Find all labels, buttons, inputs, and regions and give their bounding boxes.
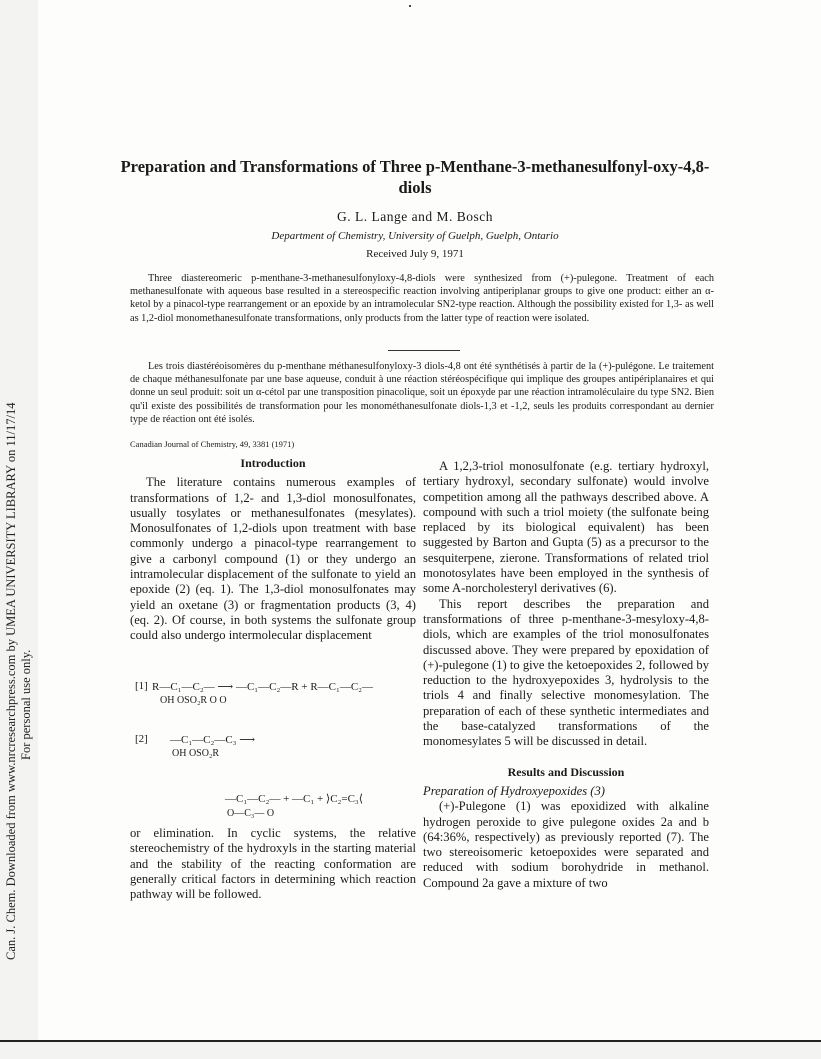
equation-2-products: —C₁—C₂— + —C₁ + ⟩C₂=C₃⟨ [225, 793, 364, 805]
equation-2-substituents: OH OSO₂R [172, 748, 220, 759]
abstract-french: Les trois diastéréoisomères du p-menthane méthanesulfonyloxy-3 diols-4,8 ont été synthétisés à partir de la (+)-pulégone. Le traitement de chaque méthanesulfonate par une base aqueuse, conduit à une réaction stéréospécifique qui implique des groupes antipériplanaires et qui donne un seul produit: soit un α-cétol par une transposition pinacolique, soit un époxyde par une réaction intramoléculaire du type SN2. Bien qu'il existe des possibilités de transformation pour les monométhanesulfonate diols-1,3 et -1,2, seuls les produits correspondant au dernier type de réaction ont été isolés. [130, 361, 714, 425]
download-watermark [2, 140, 36, 960]
abstract-divider [388, 350, 460, 351]
equation-2-products-substituents: O—C₃— O [227, 808, 275, 819]
results-paragraph-1: (+)-Pulegone (1) was epoxidized with alkaline hydrogen peroxide to give pulegone oxides 2a and b (64:36%, respectively) as previously reported (7). The two stereoisomeric ketoepoxides were separated and reduced with sodium borohydride in methanol. Compound 2a gave a mixture of two [423, 799, 709, 890]
abstract-english: Three diastereomeric p-menthane-3-methanesulfonyloxy-4,8-diols were synthesized from (+)-pulegone. Treatment of each methanesulfonate with aqueous base resulted in a stereospecific reaction involving antiperiplanar groups to give one product: either an α-ketol by a pinacol-type rearrangement or an epoxide by an intramolecular SN2-type reaction. Although the possibility existed for 1,3- as well as 1,2-diol monomethanesulfonate transformations, only products from the latter type of reaction were isolated. [130, 273, 714, 324]
watermark-line-2: For personal use only. [19, 649, 33, 760]
equation-2-main: —C₁—C₂—C₃ ⟶ [170, 734, 256, 746]
received-date: Received July 9, 1971 [366, 248, 464, 260]
equation-1-label: [1] [135, 680, 148, 692]
watermark-line-1: Can. J. Chem. Downloaded from www.nrcresearchpress.com by UMEA UNIVERSITY LIBRARY on 11/17/14 [4, 402, 18, 960]
intro-paragraph-4: This report describes the preparation and transformations of three p-menthane-3-mesyloxy-4,8-diols, which are examples of the triol monosulfonates discussed above. They were prepared by epoxidation of (+)-pulegone (1) to give the ketoepoxides 2, followed by reduction to the hydroxyepoxides 3, hydrolysis to the triols 4 and finally selective monomesylation. The preparation of each of these synthetic intermediates and the base-catalyzed transformations of the monomesylates 5 will be discussed in detail. [423, 596, 709, 749]
right-column [423, 459, 709, 891]
scan-speck [409, 5, 411, 7]
equation-1-main: R—C₁—C₂— ⟶ —C₁—C₂—R + R—C₁—C₂— [152, 681, 374, 693]
intro-paragraph-2: or elimination. In cyclic systems, the relative stereochemistry of the hydroxyls in the starting material and the stability of the reacting conformation are generally critical factors in determining which reaction pathway will be followed. [130, 826, 416, 902]
intro-paragraph-1: The literature contains numerous examples of transformations of 1,2- and 1,3-diol monosulfonates, usually tosylates or methanesulfonates (mesylates). Monosulfonates of 1,2-diols upon treatment with base commonly undergo a pinacol-type rearrangement to give a carbonyl compound (1) or they undergo an intramolecular displacement of the sulfonate to yield an epoxide (2) (eq. 1). The 1,3-diol monosulfonates may yield an oxetane (3) or fragmentation products (3, 4) (eq. 2). Of course, in both systems the sulfonate group could also undergo intermolecular displacement [130, 475, 416, 643]
article-title: Preparation and Transformations of Three p-Menthane-3-methanesulfonyl-oxy-4,8-diols [120, 157, 710, 197]
intro-paragraph-3: A 1,2,3-triol monosulfonate (e.g. tertiary hydroxyl, tertiary hydroxyl, secondary sulfonate) would involve competition among all the pathways described above. A compound with such a triol moiety (the sulfonate being replaced by its biological equivalent) has been suggested by Barton and Gupta (5) as a precursor to the sesquiterpene, zierone. Transformations of related triol monotosylates have been employed in the synthesis of some A-norcholesteryl derivatives (6). [423, 459, 709, 596]
section-heading-results: Results and Discussion [507, 764, 625, 779]
equation-1-substituents: OH OSO₂R O O [160, 695, 227, 706]
subsection-heading: Preparation of Hydroxyepoxides (3) [423, 783, 605, 798]
page-bottom-edge [0, 1040, 821, 1042]
author-affiliation: Department of Chemistry, University of Guelph, Guelph, Ontario [271, 230, 559, 242]
journal-citation: Canadian Journal of Chemistry, 49, 3381 (1971) [130, 439, 295, 449]
equation-2-label: [2] [135, 733, 148, 745]
left-column [130, 456, 416, 644]
article-authors: G. L. Lange and M. Bosch [337, 209, 493, 224]
section-heading-introduction: Introduction [240, 456, 306, 470]
left-column-continued [130, 826, 416, 902]
